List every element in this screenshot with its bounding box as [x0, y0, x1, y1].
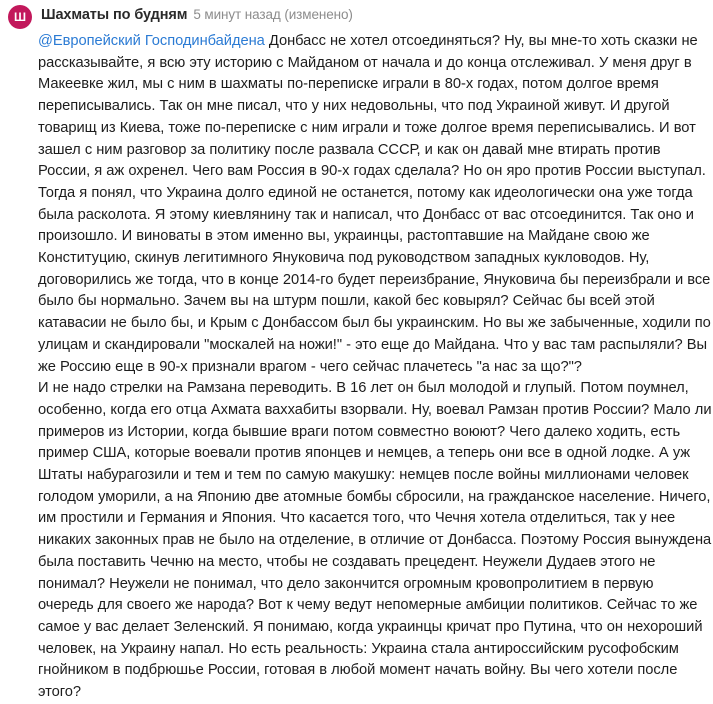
comment-paragraph-1-text: Донбасс не хотел отсоединяться? Ну, вы мне-то хоть сказки не рассказывайте, я всю эту историю с Майданом от начала и до конца отслеживал. У меня друг в Макеевке жил, мы с ним в шахматы по-переписке играли в 80-х годах, потом долгое время переписывались. Так он мне писал, что у них недовольны, что под Украиной живут. И другой товарищ из Киева, тоже по-переписке с ним играли и тоже долгое время переписывались. И вот зашел с ним разговор за политику после развала СССР, и как он давай мне втирать против России, я аж охренел. Чего вам Россия в 90-х годах сделала? Но он яро против России выступал. Тогда я понял, что Украина долго единой не останется, потому как идеологически она уже тогда была расколота. Я этому киевлянину так и написал, что Донбасс от вас отсоединится. Так оно и произошло. И виноваты в этом именно вы, украинцы, растоптавшие на Майдане свою же Конституцию, скинув легитимного Януковича под руководством западных кукловодов. Ну, договорились же тогда, что в конце 2014-го будет переизбрание, Януковича бы переизбрали и все было бы нормально. Зачем вы на штурм пошли, какой бес ковырял? Сейчас бы всей этой катавасии не было бы, и Крым с Донбассом был бы украинским. Но вы же забыченные, ходили по улицам и скандировали "москалей на ножи!" - это еще до Майдана. Что у вас там распыляли? Вы же Россию еще в 90-х признали врагом - чего сейчас плачетесь "а нас за що?"? [38, 33, 711, 375]
mention-link[interactable]: @Европейский Господинбайдена [38, 33, 265, 49]
comment-body [38, 31, 713, 704]
comment-timestamp: 5 минут назад (изменено) [193, 7, 353, 22]
comment-paragraph-1 [38, 31, 713, 378]
comment-header [8, 5, 705, 29]
comment-paragraph-2: И не надо стрелки на Рамзана переводить. В 16 лет он был молодой и глупый. Потом поумнел, особенно, когда его отца Ахмата ваххабиты взорвали. Ну, воевал Рамзан против России? Мало ли примеров из Истории, когда бывшие враги потом совместно воюют? Чего далеко ходить, есть пример США, которые воевали против японцев и немцев, а теперь они все в одной лодке. А уж Штаты набурагозили и тем и тем по самую макушку: немцев после войны миллионами человек голодом уморили, а на Японию две атомные бомбы сбросили, на гражданское население. Ничего, им простили и Германия и Япония. Что касается того, что Чечня хотела отделиться, так у нее никаких законных прав не было на отделение, в отличие от Донбасса. Поэтому Россия вынуждена была поставить Чечню на место, чтобы не создавать прецедент. Неужели Дудаев этого не понимал? Неужели не понимал, что дело закончится огромным кровопролитием в первую очередь для своего же народа? Вот к чему ведут непомерные амбиции политиков. Сейчас то же самое у вас делает Зеленский. Я понимаю, когда украинцы кричат про Путина, что он нехороший человек, на Украину напал. Но есть реальность: Украина стала антироссийским русофобским гнойником в подбрюшье России, готовая в любой момент начать войну. Вы чего хотели после этого? [38, 380, 712, 701]
avatar[interactable]: Ш [8, 5, 32, 29]
author-name[interactable]: Шахматы по будням [41, 7, 188, 23]
comment-meta [41, 5, 353, 23]
